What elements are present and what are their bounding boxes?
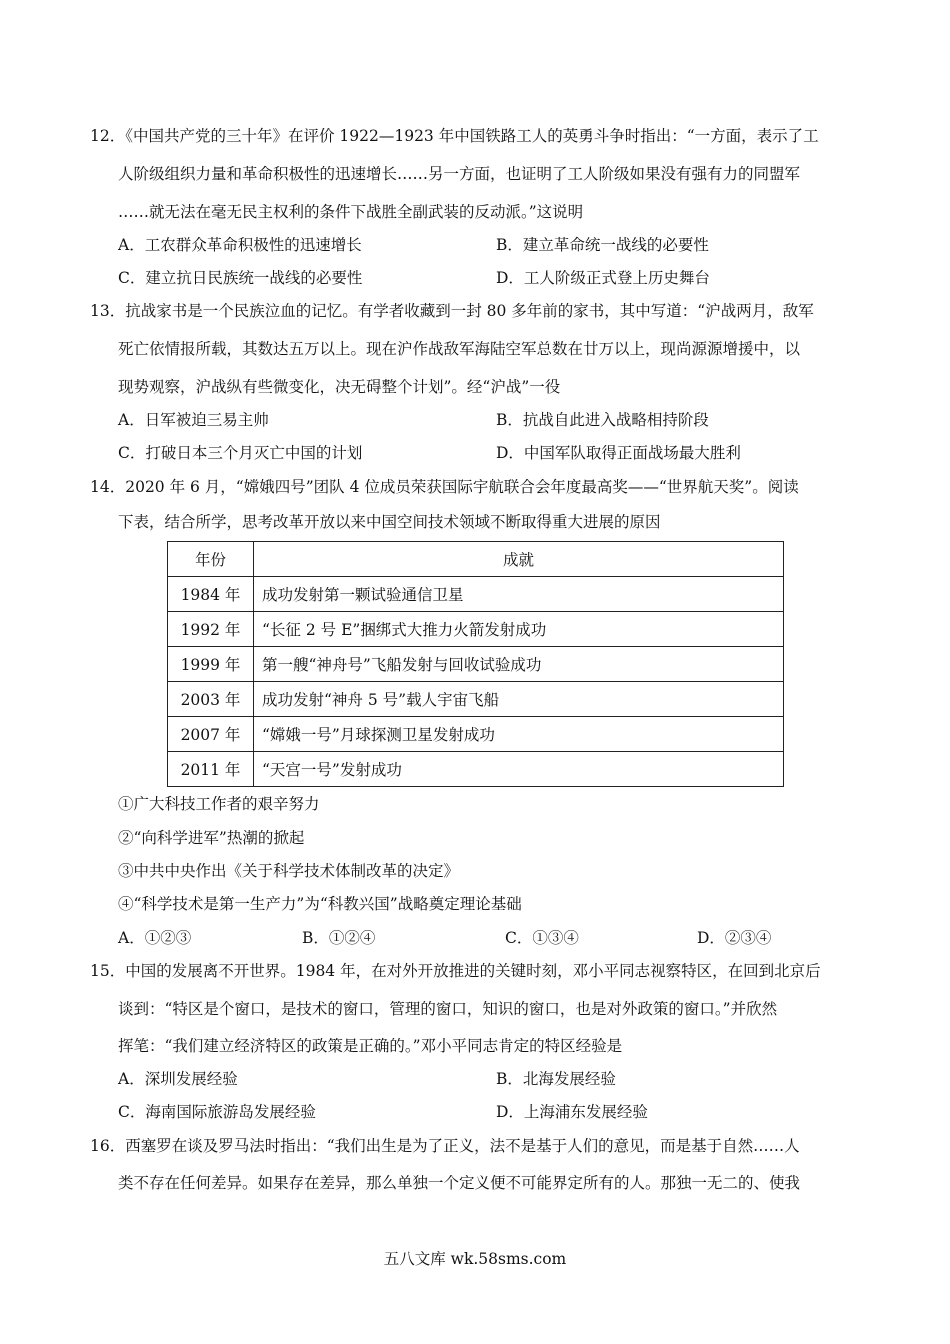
q16-stem-line2: 类不存在任何差异。如果存在差异，那么单独一个定义便不可能界定所有的人。那独一无二的、使我 — [118, 1174, 801, 1192]
q15-option-d: D．上海浦东发展经验 — [496, 1103, 648, 1121]
table-cell-year: 2007 年 — [168, 717, 254, 752]
table-row — [168, 717, 784, 752]
q12-stem-line2: 人阶级组织力量和革命积极性的迅速增长……另一方面，也证明了工人阶级如果没有强有力的同盟军 — [118, 165, 801, 183]
q14-item-1: ①广大科技工作者的艰辛努力 — [118, 795, 320, 813]
q13-option-b: B．抗战自此进入战略相持阶段 — [496, 411, 709, 429]
table-cell-achievement: 第一艘“神舟号”飞船发射与回收试验成功 — [254, 647, 784, 682]
table-row — [168, 577, 784, 612]
q15-stem-line2: 谈到：“特区是个窗口，是技术的窗口，管理的窗口，知识的窗口，也是对外政策的窗口。”并欣然 — [118, 1000, 778, 1018]
q14-stem-line1: 14．2020 年 6 月，“嫦娥四号”团队 4 位成员荣获国际宇航联合会年度最高奖——“世界航天奖”。阅读 — [90, 478, 799, 496]
q12-option-d: D．工人阶级正式登上历史舞台 — [496, 269, 710, 287]
q13-stem-line2: 死亡依情报所载，其数达五万以上。现在沪作战敌军海陆空军总数在廿万以上，现尚源源增援中，以 — [118, 340, 801, 358]
table-cell-year: 2011 年 — [168, 752, 254, 787]
q15-option-a: A．深圳发展经验 — [118, 1070, 238, 1088]
q13-stem-line1: 13．抗战家书是一个民族泣血的记忆。有学者收藏到一封 80 多年前的家书，其中写道：“沪战两月，敌军 — [90, 302, 814, 320]
q14-option-d: D．②③④ — [697, 929, 772, 947]
q13-stem-line3: 现势观察，沪战纵有些微变化，决无碍整个计划”。经“沪战”一役 — [118, 378, 561, 396]
q12-option-c: C．建立抗日民族统一战线的必要性 — [118, 269, 363, 287]
table-cell-achievement: “长征 2 号 E”捆绑式大推力火箭发射成功 — [254, 612, 784, 647]
table-header-row — [168, 542, 784, 577]
table-cell-year: 1999 年 — [168, 647, 254, 682]
table-cell-year: 1992 年 — [168, 612, 254, 647]
q13-option-d: D．中国军队取得正面战场最大胜利 — [496, 444, 741, 462]
q16-stem-line1: 16．西塞罗在谈及罗马法时指出：“我们出生是为了正义，法不是基于人们的意见，而是基于自然……人 — [90, 1137, 800, 1155]
achievements-table — [167, 541, 784, 787]
q14-option-a: A．①②③ — [118, 929, 192, 947]
table-cell-achievement: “天宫一号”发射成功 — [254, 752, 784, 787]
q13-option-a: A．日军被迫三易主帅 — [118, 411, 269, 429]
table-header-achievement: 成就 — [254, 542, 784, 577]
q15-option-b: B．北海发展经验 — [496, 1070, 616, 1088]
table-row — [168, 647, 784, 682]
table-row — [168, 752, 784, 787]
q14-option-b: B．①②④ — [302, 929, 376, 947]
q14-stem-line2: 下表，结合所学，思考改革开放以来中国空间技术领域不断取得重大进展的原因 — [118, 513, 661, 531]
q14-option-c: C．①③④ — [505, 929, 579, 947]
page-footer: 五八文库 wk.58sms.com — [383, 1250, 567, 1268]
q12-stem-line3: ……就无法在毫无民主权利的条件下战胜全副武装的反动派。”这说明 — [118, 203, 584, 221]
q12-stem-line1: 12．《中国共产党的三十年》在评价 1922—1923 年中国铁路工人的英勇斗争时指出：“一方面，表示了工 — [90, 127, 819, 145]
table-row — [168, 682, 784, 717]
q15-stem-line3: 挥笔：“我们建立经济特区的政策是正确的。”邓小平同志肯定的特区经验是 — [118, 1037, 623, 1055]
q13-option-c: C．打破日本三个月灭亡中国的计划 — [118, 444, 363, 462]
table-cell-achievement: 成功发射第一颗试验通信卫星 — [254, 577, 784, 612]
q14-item-2: ②“向科学进军”热潮的掀起 — [118, 829, 305, 847]
q15-option-c: C．海南国际旅游岛发展经验 — [118, 1103, 316, 1121]
q14-item-3: ③中共中央作出《关于科学技术体制改革的决定》 — [118, 862, 460, 880]
table-cell-achievement: “嫦娥一号”月球探测卫星发射成功 — [254, 717, 784, 752]
table-cell-year: 2003 年 — [168, 682, 254, 717]
table-cell-year: 1984 年 — [168, 577, 254, 612]
table-row — [168, 612, 784, 647]
table-header-year: 年份 — [168, 542, 254, 577]
q12-option-a: A．工农群众革命积极性的迅速增长 — [118, 236, 362, 254]
q14-item-4: ④“科学技术是第一生产力”为“科教兴国”战略奠定理论基础 — [118, 895, 522, 913]
q15-stem-line1: 15．中国的发展离不开世界。1984 年，在对外开放推进的关键时刻，邓小平同志视察特区，在回到北京后 — [90, 962, 821, 980]
q12-option-b: B．建立革命统一战线的必要性 — [496, 236, 709, 254]
table-cell-achievement: 成功发射“神舟 5 号”载人宇宙飞船 — [254, 682, 784, 717]
